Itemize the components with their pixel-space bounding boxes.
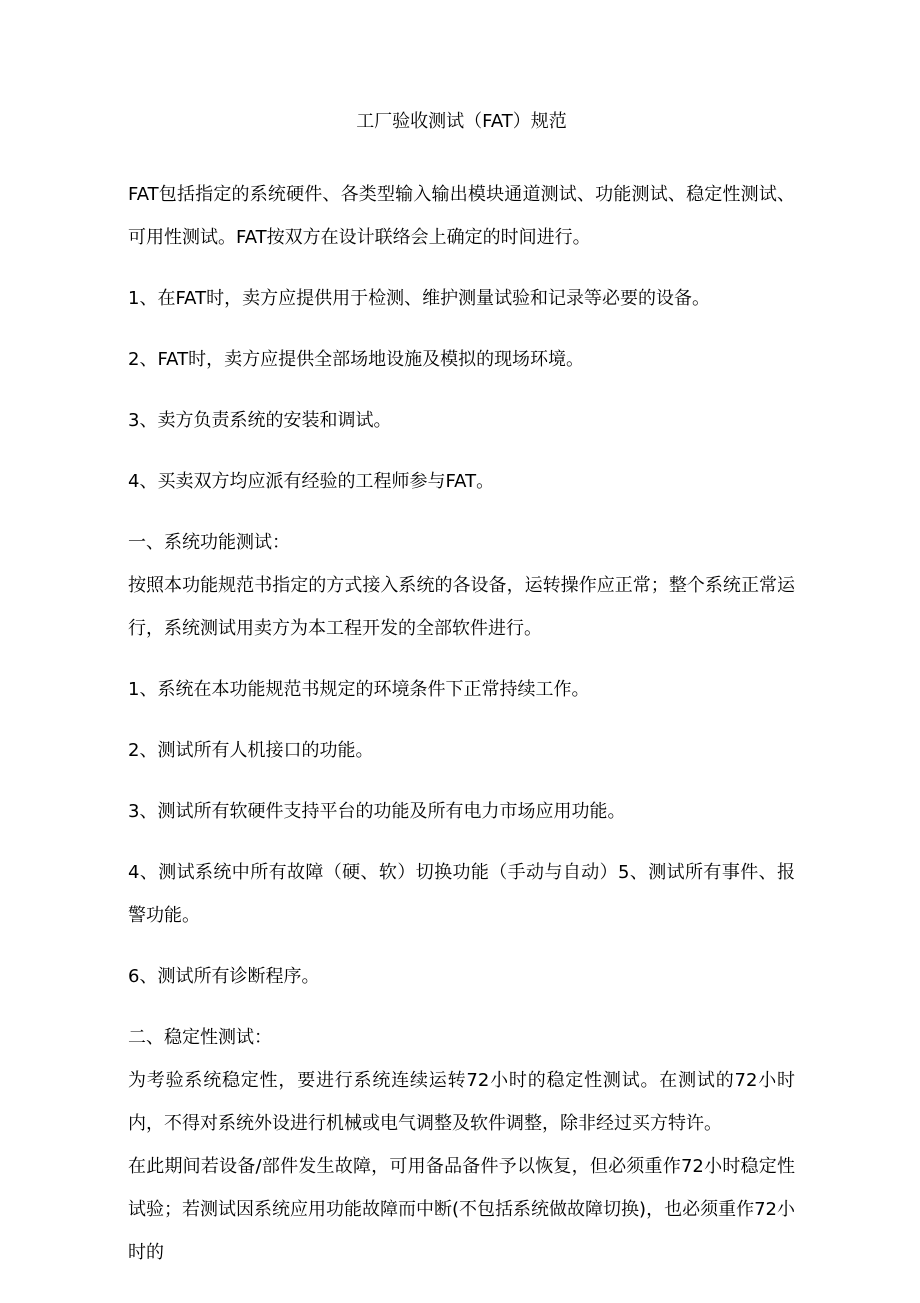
paragraph: 3、测试所有软硬件支持平台的功能及所有电力市场应用功能。 xyxy=(128,801,626,822)
document-title: 工厂验收测试（FAT）规范 xyxy=(356,111,567,132)
paragraph: 为考验系统稳定性，要进行系统连续运转72小时的稳定性测试。在测试的72小时内，不得对系统外设进行机械或电气调整及软件调整，除非经过买方特许。 xyxy=(128,1070,795,1134)
paragraph: 1、在FAT时，卖方应提供用于检测、维护测量试验和记录等必要的设备。 xyxy=(128,288,711,309)
paragraph: 在此期间若设备/部件发生故障，可用备品备件予以恢复，但必须重作72小时稳定性试验；若测试因系统应用功能故障而中断(不包括系统做故障切换)，也必须重作72小时的 xyxy=(128,1156,795,1263)
paragraph: 1、系统在本功能规范书规定的环境条件下正常持续工作。 xyxy=(128,679,590,700)
paragraph: 3、卖方负责系统的安装和调试。 xyxy=(128,410,392,431)
paragraph: FAT包括指定的系统硬件、各类型输入输出模块通道测试、功能测试、稳定性测试、可用性测试。FAT按双方在设计联络会上确定的时间进行。 xyxy=(128,184,795,248)
paragraph: 按照本功能规范书指定的方式接入系统的各设备，运转操作应正常；整个系统正常运行，系统测试用卖方为本工程开发的全部软件进行。 xyxy=(128,575,795,639)
paragraph: 一、系统功能测试： xyxy=(128,532,290,553)
paragraph: 2、测试所有人机接口的功能。 xyxy=(128,740,374,761)
paragraph: 4、买卖双方均应派有经验的工程师参与FAT。 xyxy=(128,471,495,492)
paragraph: 二、稳定性测试： xyxy=(128,1027,272,1048)
paragraph: 4、测试系统中所有故障（硬、软）切换功能（手动与自动）5、测试所有事件、报警功能。 xyxy=(128,862,795,926)
paragraph: 6、测试所有诊断程序。 xyxy=(128,966,320,987)
paragraph: 2、FAT时，卖方应提供全部场地设施及模拟的现场环境。 xyxy=(128,349,585,370)
document-body xyxy=(128,173,795,1274)
